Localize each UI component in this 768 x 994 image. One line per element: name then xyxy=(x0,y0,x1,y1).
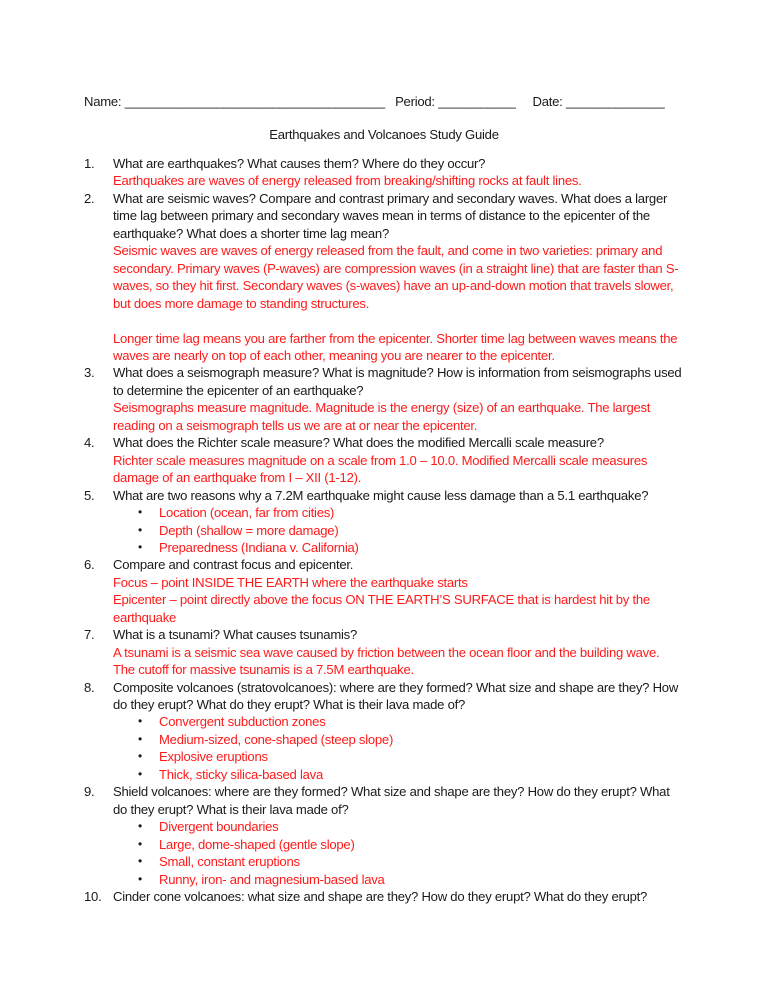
question-text: What is a tsunami? What causes tsunamis? xyxy=(113,627,357,643)
question-item-10 xyxy=(84,888,684,905)
item-number: 1. xyxy=(84,156,95,171)
answer-bullet: • Divergent boundaries xyxy=(138,819,279,835)
answer-text: Focus – point INSIDE THE EARTH where the earthquake starts xyxy=(113,574,468,590)
answer-bullet: • Thick, sticky silica-based lava xyxy=(138,766,323,782)
blank-line xyxy=(113,312,684,329)
item-number: 8. xyxy=(84,679,95,695)
question-item-2 xyxy=(84,190,684,365)
answer-bullet: • Medium-sized, cone-shaped (steep slope) xyxy=(138,731,394,747)
student-info-line xyxy=(84,93,664,110)
answer-bullet: • Location (ocean, far from cities) xyxy=(138,505,335,521)
bullet-icon: • xyxy=(138,505,142,520)
bullet-icon: • xyxy=(138,871,142,886)
question-item-5 xyxy=(84,487,684,557)
item-number: 2. xyxy=(84,190,95,206)
bullet-icon: • xyxy=(138,522,142,537)
name-label: Name: xyxy=(84,94,125,109)
bullet-icon: • xyxy=(138,714,142,729)
answer-bullet: • Runny, iron- and magnesium-based lava xyxy=(138,871,385,887)
bullet-icon: • xyxy=(138,766,142,781)
period-label: Period: xyxy=(395,94,439,109)
answer-text: Seismographs measure magnitude. Magnitude is the energy (size) of an earthquake. The largest reading on a seismograph tells us we are at or near the epicenter. xyxy=(113,400,651,433)
item-number: 5. xyxy=(84,487,95,503)
answer-bullet: • Preparedness (Indiana v. California) xyxy=(138,539,359,555)
answer-bullet: • Depth (shallow = more damage) xyxy=(138,522,339,538)
question-item-7 xyxy=(84,626,684,678)
item-number: 4. xyxy=(84,435,95,451)
question-text: What are earthquakes? What causes them? Where do they occur? xyxy=(113,156,486,171)
item-number: 7. xyxy=(84,627,95,643)
question-text: What are seismic waves? Compare and contrast primary and secondary waves. What does a larger time lag between primary and secondary waves mean in terms of distance to the epicenter of the earthquake? What does a shorter time lag mean? xyxy=(113,190,668,241)
item-number: 3. xyxy=(84,365,95,381)
bullet-icon: • xyxy=(138,819,142,834)
bullet-icon: • xyxy=(138,749,142,764)
question-item-6 xyxy=(84,556,684,626)
answer-bullet: • Small, constant eruptions xyxy=(138,854,300,870)
question-item-9 xyxy=(84,783,684,888)
answer-bullet-list xyxy=(113,818,684,888)
answer-text: Richter scale measures magnitude on a scale from 1.0 – 10.0. Modified Mercalli scale measures damage of an earthquake from I – XII (1-12). xyxy=(113,452,648,486)
study-guide-list xyxy=(84,155,684,905)
item-number: 6. xyxy=(84,557,95,573)
name-blank[interactable]: _____________________________________ xyxy=(124,94,385,109)
question-text: What does a seismograph measure? What is magnitude? How is information from seismographs used to determine the epicenter of an earthquake? xyxy=(113,365,682,398)
question-text: Cinder cone volcanoes: what size and shape are they? How do they erupt? What do they erupt? xyxy=(113,889,648,905)
question-text: What are two reasons why a 7.2M earthquake might cause less damage than a 5.1 earthquake? xyxy=(113,487,649,503)
question-text: What does the Richter scale measure? What does the modified Mercalli scale measure? xyxy=(113,435,604,451)
answer-bullet-list xyxy=(113,713,684,783)
answer-bullet: • Explosive eruptions xyxy=(138,749,268,765)
period-blank[interactable]: ___________ xyxy=(438,94,516,109)
page-title: Earthquakes and Volcanoes Study Guide xyxy=(269,127,499,142)
date-blank[interactable]: ______________ xyxy=(565,94,665,109)
question-item-4 xyxy=(84,434,684,486)
item-number: 9. xyxy=(84,784,95,800)
question-item-3 xyxy=(84,364,684,434)
answer-text-continued: Longer time lag means you are farther from the epicenter. Shorter time lag between waves means the waves are nearly on top of each other, meaning you are nearer to the epicenter. xyxy=(113,330,678,363)
answer-bullet: • Large, dome-shaped (gentle slope) xyxy=(138,836,355,852)
answer-text: Earthquakes are waves of energy released from breaking/shifting rocks at fault lines. xyxy=(113,173,582,189)
bullet-icon: • xyxy=(138,731,142,746)
answer-text: A tsunami is a seismic sea wave caused by friction between the ocean floor and the building wave. The cutoff for massive tsunamis is a 7.5M earthquake. xyxy=(113,644,660,678)
bullet-icon: • xyxy=(138,854,142,869)
answer-bullet-list xyxy=(113,504,684,556)
question-text: Composite volcanoes (stratovolcanoes): where are they formed? What size and shape are they? How do they erupt? What do they erupt? What is their lava made of? xyxy=(113,679,679,713)
bullet-icon: • xyxy=(138,836,142,851)
question-text: Compare and contrast focus and epicenter. xyxy=(113,557,354,573)
question-text: Shield volcanoes: where are they formed? What size and shape are they? How do they erupt? What do they erupt? What is their lava made of? xyxy=(113,784,670,817)
answer-text-continued: Epicenter – point directly above the focus ON THE EARTH’S SURFACE that is hardest hit by the earthquake xyxy=(113,592,650,625)
answer-bullet: • Convergent subduction zones xyxy=(138,714,326,730)
bullet-icon: • xyxy=(138,539,142,554)
item-number: 10. xyxy=(84,889,102,905)
question-item-8 xyxy=(84,679,684,784)
date-label: Date: xyxy=(532,94,566,109)
question-item-1 xyxy=(84,155,684,190)
answer-text: Seismic waves are waves of energy released from the fault, and come in two varieties: primary and secondary. Primary waves (P-waves) are compression waves (in a straight line) that are faster than S-waves, so they hit first. Secondary waves (s-waves) have an up-and-down motion that travels slower, but does more damage to standing structures. xyxy=(113,243,679,311)
